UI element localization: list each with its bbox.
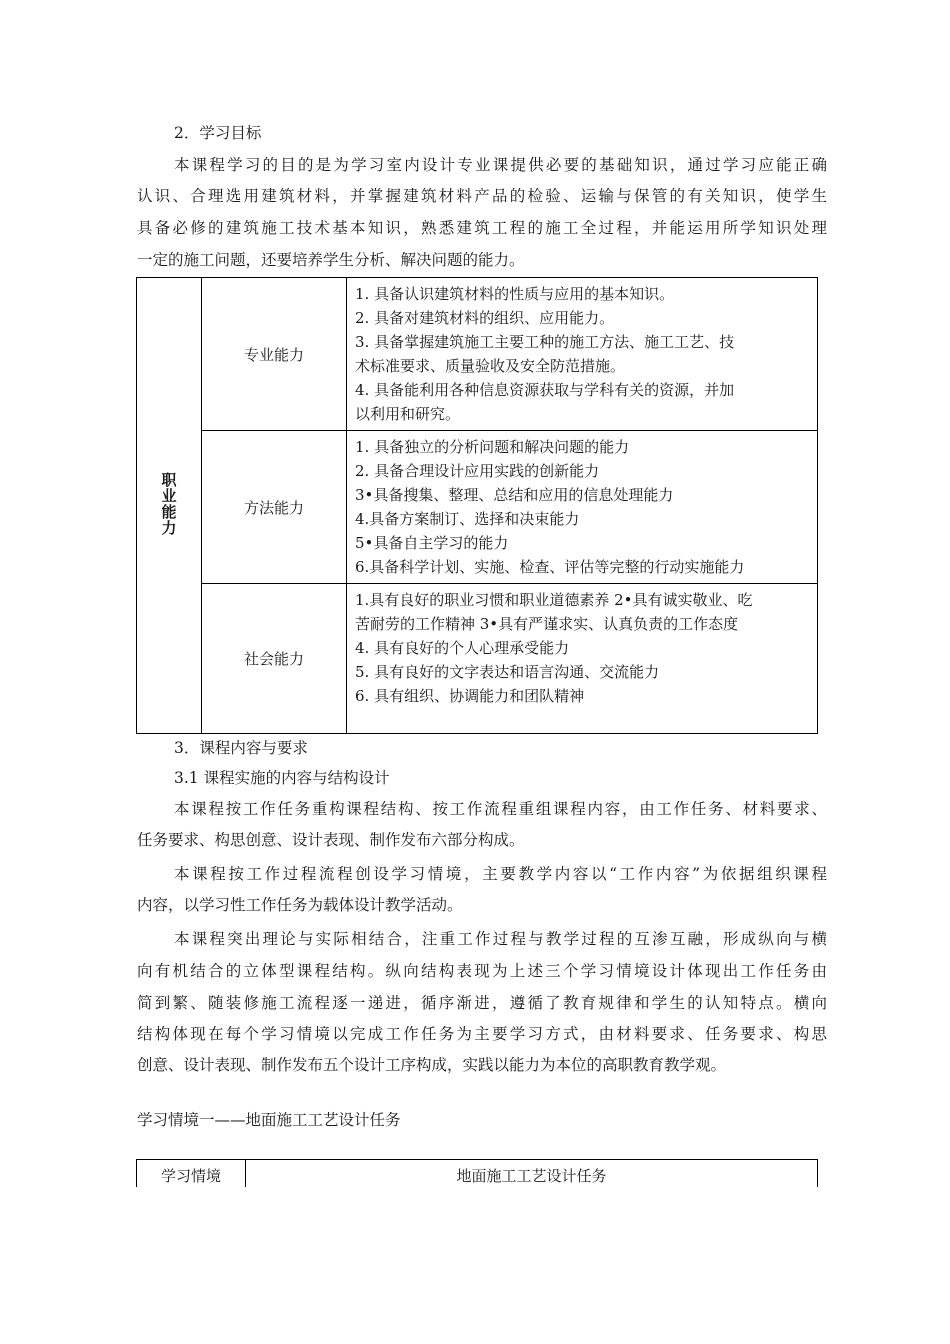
ability-category-professional: 专业能力 <box>202 278 347 431</box>
ability-desc-method <box>347 431 818 584</box>
section-3-para1-line-2: 任务要求、构思创意、设计表现、制作发布六部分构成。 <box>137 831 525 849</box>
section-2-para-line-1: 本课程学习的目的是为学习室内设计专业课提供必要的基础知识，通过学习应能正确 <box>174 156 827 174</box>
ability-line: 5. 具有良好的文字表达和语言沟通、交流能力 <box>355 663 660 681</box>
section-2-heading: 2．学习目标 <box>174 124 262 142</box>
ability-desc-professional <box>347 278 818 431</box>
section-3-para2-line-1: 本课程按工作过程流程创设学习情境，主要教学内容以“工作内容”为依据组织课程 <box>174 865 827 883</box>
ability-group-cell <box>137 278 202 734</box>
ability-table <box>136 277 818 734</box>
situation-header-value: 地面施工工艺设计任务 <box>246 1160 818 1188</box>
ability-row-social <box>137 584 818 734</box>
ability-desc-social <box>347 584 818 734</box>
situation-header-label: 学习情境 <box>137 1160 246 1188</box>
section-3-heading: 3．课程内容与要求 <box>174 739 308 757</box>
section-2-para-line-4: 一定的施工问题，还要培养学生分析、解决问题的能力。 <box>137 251 525 269</box>
ability-category-social: 社会能力 <box>202 584 347 734</box>
ability-group-label: 职业能力 <box>159 471 178 536</box>
ability-line: 2. 具备对建筑材料的组织、应用能力。 <box>355 309 615 327</box>
section-3-para3-line-4: 结构体现在每个学习情境以完成工作任务为主要学习方式，由材料要求、任务要求、构思 <box>137 1025 827 1043</box>
ability-line: 1. 具备独立的分析问题和解决问题的能力 <box>355 438 630 456</box>
ability-line: 1. 具备认识建筑材料的性质与应用的基本知识。 <box>355 285 675 303</box>
section-3-para3-line-3: 简到繁、随装修施工流程逐一递进，循序渐进，遵循了教育规律和学生的认知特点。横向 <box>137 994 827 1012</box>
section-2-para-line-3: 具备必修的建筑施工技术基本知识，熟悉建筑工程的施工全过程，并能运用所学知识处理 <box>137 219 827 237</box>
section-3-para3-line-1: 本课程突出理论与实际相结合，注重工作过程与教学过程的互渗互融，形成纵向与横 <box>174 930 827 948</box>
ability-line: 3•具备搜集、整理、总结和应用的信息处理能力 <box>355 486 674 504</box>
ability-line: 术标准要求、质量验收及安全防范措施。 <box>355 357 626 375</box>
situation-table <box>136 1159 818 1187</box>
ability-line: 4. 具备能利用各种信息资源获取与学科有关的资源，并加 <box>355 381 735 399</box>
ability-line: 苦耐劳的工作精神 3•具有严谨求实、认真负责的工作态度 <box>355 615 739 633</box>
section-3-para3-line-5: 创意、设计表现、制作发布五个设计工序构成，实践以能力为本位的高职教育教学观。 <box>137 1056 727 1074</box>
section-3-1-heading: 3.1 课程实施的内容与结构设计 <box>174 769 390 787</box>
ability-line: 4. 具有良好的个人心理承受能力 <box>355 639 570 657</box>
situation-table-header <box>137 1160 818 1188</box>
situation-1-title: 学习情境一——地面施工工艺设计任务 <box>137 1111 401 1129</box>
ability-row-professional <box>137 278 818 431</box>
section-2-para-line-2: 认识、合理选用建筑材料，并掌握建筑材料产品的检验、运输与保管的有关知识，使学生 <box>137 187 827 205</box>
ability-row-method <box>137 431 818 584</box>
ability-category-method: 方法能力 <box>202 431 347 584</box>
ability-line: 4.具备方案制订、选择和决束能力 <box>355 510 580 528</box>
ability-line: 6. 具有组织、协调能力和团队精神 <box>355 687 585 705</box>
section-3-para3-line-2: 向有机结合的立体型课程结构。纵向结构表现为上述三个学习情境设计体现出工作任务由 <box>137 962 827 980</box>
section-3-para2-line-2: 内容，以学习性工作任务为载体设计教学活动。 <box>137 896 463 914</box>
ability-line: 6.具备科学计划、实施、检查、评估等完整的行动实施能力 <box>355 558 745 576</box>
ability-line: 1.具有良好的职业习惯和职业道德素养 2•具有诚实敬业、吃 <box>355 591 753 609</box>
ability-line: 2. 具备合理设计应用实践的创新能力 <box>355 462 600 480</box>
ability-line: 5•具备自主学习的能力 <box>355 534 509 552</box>
section-3-para1-line-1: 本课程按工作任务重构课程结构、按工作流程重组课程内容，由工作任务、材料要求、 <box>174 800 827 818</box>
ability-line: 3. 具备掌握建筑施工主要工种的施工方法、施工工艺、技 <box>355 333 735 351</box>
ability-line: 以利用和研究。 <box>355 405 461 423</box>
